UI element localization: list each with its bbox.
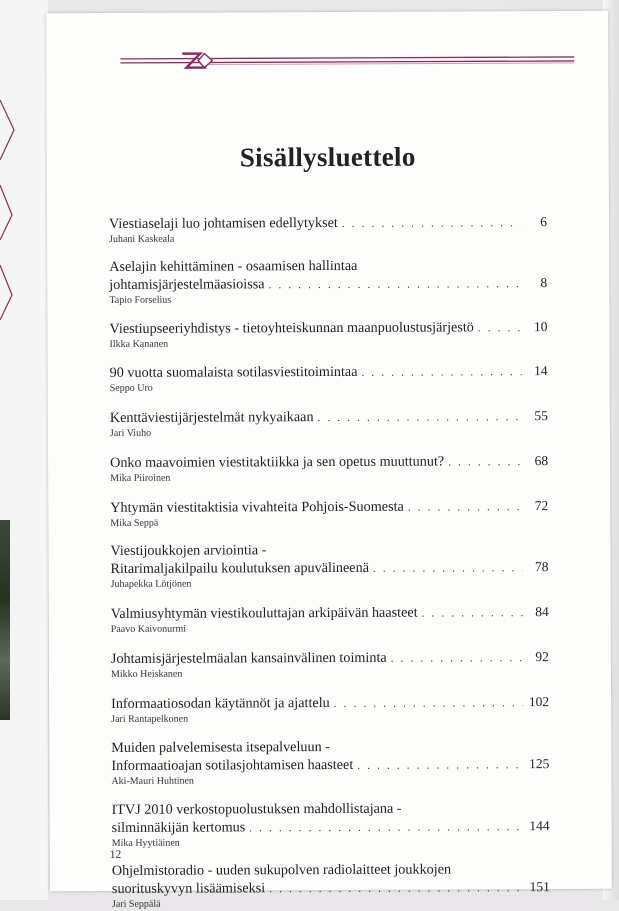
toc-entry-author: Mika Seppä [110, 517, 159, 529]
toc-entry-author: Jari Viuho [109, 427, 152, 439]
toc-entry-title-line [112, 817, 550, 838]
toc-entry [109, 257, 547, 307]
toc-entry-page: 55 [534, 408, 548, 424]
page-title: Sisällysluettelo [239, 141, 416, 173]
toc-entry-title-line [111, 648, 549, 669]
toc-entry [110, 497, 548, 530]
toc-entry-title: suorituskyvyn lisäämiseksi [111, 880, 266, 897]
toc-entry-author: Jari Seppälä [111, 898, 161, 910]
toc-entry-author: Juhapekka Lötjönen [110, 578, 192, 590]
toc-entry-author: Seppo Uro [109, 382, 153, 394]
document-page [46, 11, 612, 910]
toc-entry-title-line [112, 878, 550, 899]
page-number: 12 [109, 848, 122, 861]
toc-entry [111, 738, 549, 788]
toc-entry-title-line [110, 497, 548, 518]
adjacent-page-ornament [0, 90, 48, 390]
toc-entry-title-line [109, 318, 547, 339]
toc-entry-title: Informaatiosodan käytännöt ja ajattelu [111, 694, 330, 712]
toc-entry-page: 144 [529, 818, 550, 834]
toc-entry-page: 68 [534, 453, 549, 469]
dot-leader [269, 880, 524, 898]
toc-entry-title-line [112, 861, 550, 880]
toc-entry-author: Paavo Kaivonurmi [110, 623, 187, 635]
toc-entry-title-line [110, 541, 548, 560]
toc-entry [111, 648, 549, 681]
toc-entry-title: Johtamisjärjestelmäalan kansainvälinen toiminta [110, 649, 387, 667]
toc-entry-page: 102 [528, 694, 550, 710]
toc-entry-title: Informaatioajan sotilasjohtamisen haasteet [111, 756, 354, 774]
dot-leader [357, 757, 523, 775]
adjacent-page-edge [0, 0, 48, 900]
toc-entry-page: 10 [533, 319, 548, 335]
dot-leader [408, 499, 522, 516]
dot-leader [422, 605, 523, 622]
toc-entry-title: ITVJ 2010 verkostopuolustuksen mahdollistajana - [111, 800, 402, 818]
dot-leader [249, 819, 523, 837]
toc-entry-page: 6 [540, 214, 548, 230]
toc-entry-author: Aki-Mauri Huhtinen [111, 775, 194, 787]
dot-leader [478, 320, 522, 337]
dot-leader [334, 695, 523, 713]
toc-entry-author: Mika Hyytiäinen [111, 837, 180, 849]
toc-entry-title: Valmiusyhtymän viestikouluttajan arkipäivän haasteet [110, 604, 418, 622]
toc-entry-title: Viestiupseeriyhdistys - tietoyhteiskunnan maanpuolustusjärjestö [109, 319, 474, 337]
toc-entry-title: Aselajin kehittäminen - osaamisen hallintaa [109, 257, 358, 275]
toc-entry-title-line [110, 362, 548, 383]
toc-entry-title: Viestijoukkojen arviointia - [110, 542, 267, 559]
table-of-contents [109, 199, 550, 911]
toc-entry [110, 362, 548, 395]
toc-entry [112, 800, 550, 850]
toc-entry-author: Juhani Kaskeala [109, 233, 175, 245]
toc-entry-page: 125 [529, 756, 550, 772]
toc-entry [109, 213, 547, 246]
toc-entry [112, 861, 550, 911]
dot-leader [342, 215, 521, 233]
toc-entry-title-line [111, 738, 549, 757]
toc-entry-page: 92 [535, 649, 549, 665]
dot-leader [448, 454, 522, 471]
toc-entry-page: 72 [534, 498, 549, 514]
toc-entry-page: 8 [540, 275, 548, 291]
toc-entry-title: Kenttäviestijärjestelmät nykyaikaan [109, 409, 314, 426]
toc-entry-title-line [111, 603, 549, 624]
toc-entry [109, 318, 547, 351]
toc-entry-page: 151 [529, 879, 550, 895]
toc-entry-title-line [110, 452, 548, 473]
toc-entry-page: 84 [535, 604, 549, 620]
header-ornament [120, 49, 574, 73]
toc-entry-title: 90 vuotta suomalaista sotilasviestitoimintaa [109, 363, 358, 381]
dot-leader [391, 650, 523, 668]
toc-entry-author: Mika Piiroinen [110, 472, 171, 484]
toc-entry-title-line [109, 257, 547, 276]
adjacent-page-photo [0, 520, 10, 720]
toc-entry-title-line [109, 274, 547, 295]
toc-entry-author: Jari Rantapelkonen [111, 713, 189, 725]
toc-entry-title: Ritarimaljakilpailu koulutuksen apuvälineenä [110, 559, 370, 577]
toc-entry [111, 603, 549, 636]
toc-entry [110, 407, 548, 440]
toc-entry-author: Tapio Forselius [109, 294, 172, 306]
dot-leader [268, 276, 521, 294]
toc-entry-title-line [112, 800, 550, 819]
toc-entry-title-line [110, 407, 548, 428]
toc-entry-author: Ilkka Kananen [109, 338, 169, 350]
toc-entry-title-line [111, 693, 549, 714]
toc-entry-author: Mikko Heiskanen [110, 668, 183, 680]
dot-leader [373, 560, 523, 578]
toc-entry-title: Yhtymän viestitaktisia vivahteita Pohjois-Suomesta [110, 498, 404, 516]
toc-entry [110, 541, 548, 591]
dot-leader [318, 409, 522, 427]
toc-entry-title-line [111, 755, 549, 776]
toc-entry-title: silminnäkijän kertomus [111, 819, 246, 836]
dot-leader [361, 364, 521, 382]
toc-entry-page: 14 [534, 363, 548, 379]
toc-entry-title: johtamisjärjestelmäasioissa [109, 276, 265, 293]
toc-entry-title: Onko maavoimien viestitaktiikka ja sen opetus muuttunut? [110, 453, 445, 471]
toc-entry [111, 693, 549, 726]
toc-entry-title: Muiden palvelemisesta itsepalveluun - [111, 738, 330, 756]
toc-entry-title: Viestiaselaji luo johtamisen edellytykset [108, 214, 338, 232]
toc-entry [110, 452, 548, 485]
toc-entry-title-line [109, 213, 547, 234]
toc-entry-title: Ohjelmistoradio - uuden sukupolven radiolaitteet joukkojen [111, 861, 452, 879]
toc-entry-title-line [110, 558, 548, 579]
toc-entry-page: 78 [534, 559, 549, 575]
